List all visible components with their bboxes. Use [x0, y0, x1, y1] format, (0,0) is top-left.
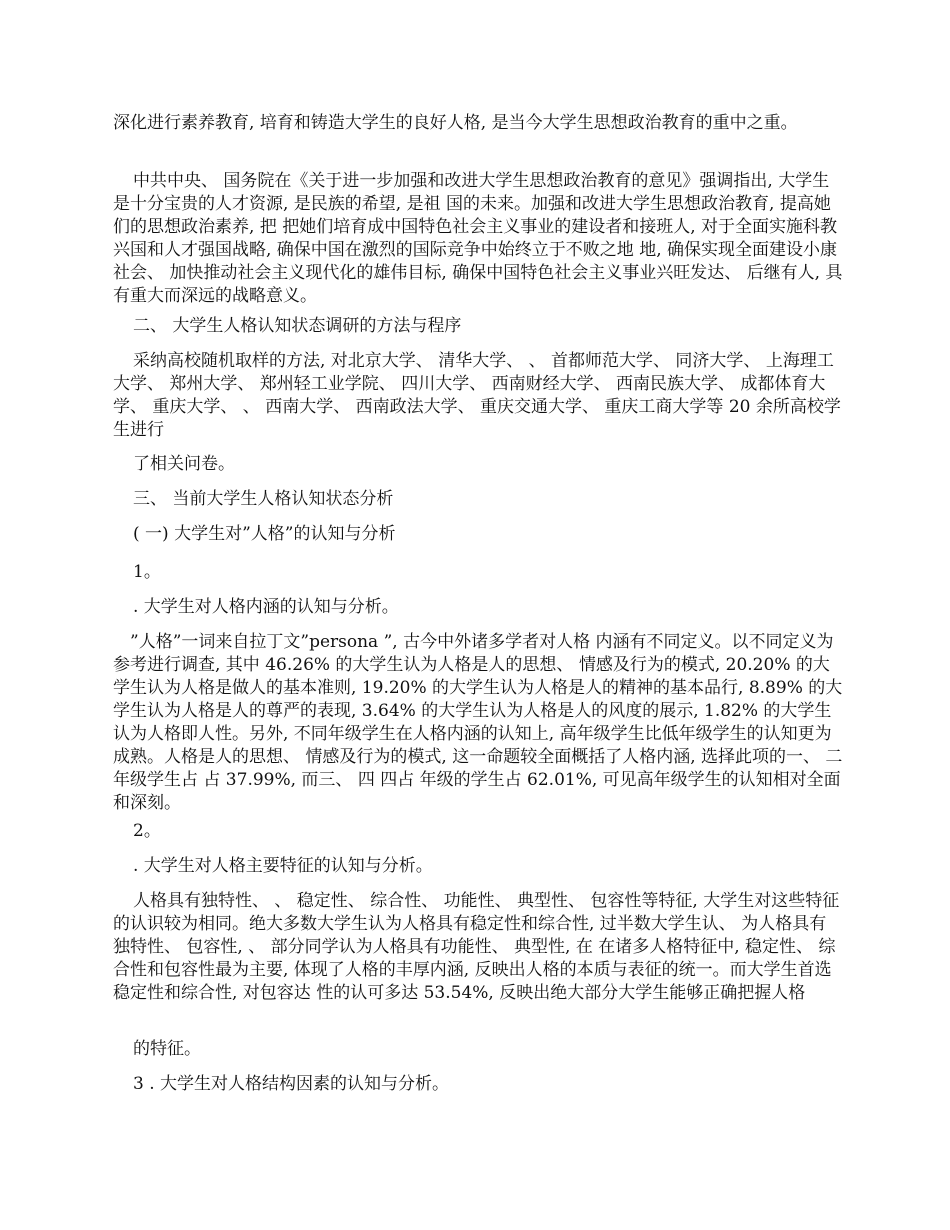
item-heading-structure: 3 . 大学生对人格结构因素的认知与分析。 [133, 1074, 450, 1094]
paragraph-features: 人格具有独特性、 、 稳定性、 综合性、 功能性、 典型性、 包容性等特征, 大学生对这些特征的认识较为相同。绝大多数大学生认为人格具有稳定性和综合性, 过半数大学生认、 为人格具有独特性、 包容性, 、 部分同学认为人格具有功能性、 典型性, 在 在诸多人格特征中, 稳定性、 综合性和包容性最为主要, 体现了人格的丰厚内涵, 反映出人格的本质与表征的统一。而大学生首选稳定性和综合性, 对包容达 性的认可多达 53.54%, 反映出绝大部分大学生能够正确把握人格 [113, 891, 840, 1003]
item-number-2: 2。 [133, 821, 161, 841]
paragraph-survey-method: 采纳高校随机取样的方法, 对北京大学、 清华大学、 、 首都师范大学、 同济大学、 上海理工大学、 郑州大学、 郑州轻工业学院、 四川大学、 西南财经大学、 西南民族大学、 成都体育大学、 重庆大学、 、 西南大学、 西南政法大学、 重庆交通大学、 重庆工商大学等 20 余所高校学生进行 [113, 351, 841, 440]
item-heading-connotation: . 大学生对人格内涵的认知与分析。 [133, 597, 399, 617]
section-heading-3: 三、 当前大学生人格认知状态分析 [133, 489, 394, 509]
subsection-heading-1: ( 一) 大学生对”人格”的认知与分析 [133, 524, 396, 544]
paragraph-features-end: 的特征。 [133, 1039, 201, 1059]
section-heading-2: 二、 大学生人格认知状态调研的方法与程序 [133, 316, 462, 336]
paragraph-questionnaire: 了相关问卷。 [133, 454, 235, 474]
paragraph-intro: 深化进行素养教育, 培育和铸造大学生的良好人格, 是当今大学生思想政治教育的重中之重。 [113, 113, 798, 133]
paragraph-central-committee: 中共中央、 国务院在《关于进一步加强和改进大学生思想政治教育的意见》强调指出, 大学生是十分宝贵的人才资源, 是民族的希望, 是祖 国的未来。加强和改进大学生思想政治教育, 提高她们的思想政治素养, 把 把她们培育成中国特色社会主义事业的建设者和接班人, 对于全面实施科教兴国和人才强国战略, 确保中国在激烈的国际竞争中始终立于不败之地 地, 确保实现全面建设小康社会、 加快推动社会主义现代化的雄伟目标, 确保中国特色社会主义事业兴旺发达、 后继有人, 具有重大而深远的战略意义。 [113, 171, 843, 306]
item-number-1: 1。 [133, 562, 161, 582]
paragraph-persona: ”人格”一词来自拉丁文”persona ”, 古今中外诸多学者对人格 内涵有不同定义。以不同定义为参考进行调查, 其中 46.26% 的大学生认为人格是人的思想、 情感及行为的模式, 20.20% 的大学生认为人格是做人的基本准则, 19.20% 的大学生认为人格是人的精神的基本品行, 8.89% 的大学生认为人格是人的尊严的表现, 3.64% 的大学生认为人格是人的风度的展示, 1.82% 的大学生认为人格即人性。另外, 不同年级学生在人格内涵的认知上, 高年级学生比低年级学生的认知更为成熟。人格是人的思想、 情感及行为的模式, 这一命题较全面概括了人格内涵, 选择此项的一、 二年级学生占 占 37.99%, 而三、 四 四占 年级的学生占 62.01%, 可见高年级学生的认知相对全面和深刻。 [113, 632, 843, 813]
item-heading-features: . 大学生对人格主要特征的认知与分析。 [133, 856, 433, 876]
